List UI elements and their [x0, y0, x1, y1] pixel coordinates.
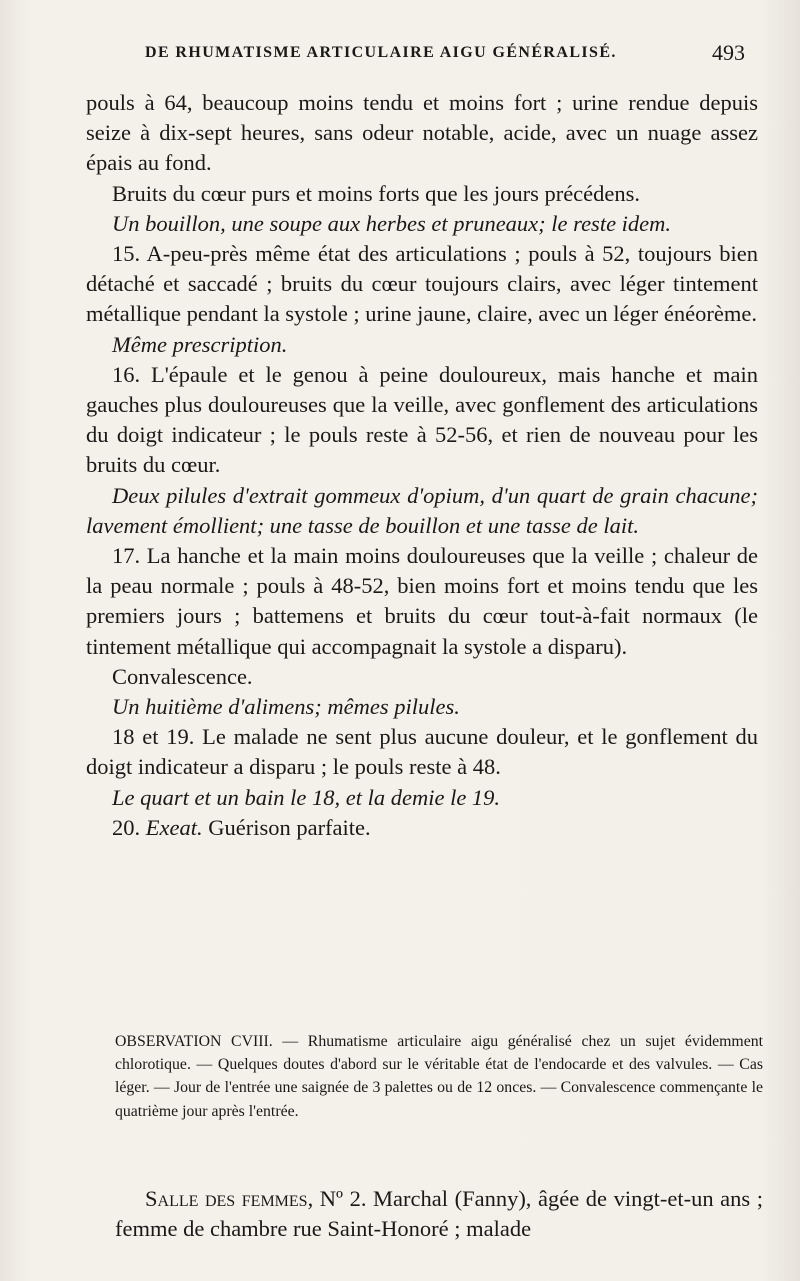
observation-title: OBSERVATION CVIII.: [115, 1033, 273, 1050]
observation-summary: [115, 1030, 763, 1123]
day-number: 20.: [112, 814, 141, 840]
paragraph: 17. La hanche et la main moins douloureuses que la veille ; chaleur de la peau normale ; pouls à 48-52, bien moins fort et moins tendu que les premiers jours ; battemens et bruits du cœur tout-à-fait normaux (le tintement métallique qui accompagnait la systole a disparu).: [86, 543, 758, 659]
page-header: [145, 40, 745, 66]
prescription: Un huitième d'alimens; mêmes pilules.: [112, 694, 460, 720]
prescription: Le quart et un bain le 18, et la demie le 19.: [112, 784, 501, 810]
exeat-word: Exeat.: [145, 814, 203, 840]
prescription: Même prescription.: [112, 331, 288, 357]
page-number: 493: [712, 40, 745, 65]
prescription: Un bouillon, une soupe aux herbes et pruneaux; le reste idem.: [112, 210, 672, 236]
exeat-text: Guérison parfaite.: [208, 814, 371, 840]
paragraph: pouls à 64, beaucoup moins tendu et moins fort ; urine rendue depuis seize à dix-sept heures, sans odeur notable, acide, avec un nuage assez épais au fond.: [86, 90, 758, 176]
running-head: DE RHUMATISME ARTICULAIRE AIGU GÉNÉRALISÉ.: [145, 44, 617, 61]
paragraph-exeat: [86, 813, 758, 843]
paragraph: 15. A-peu-près même état des articulations ; pouls à 52, toujours bien détaché et saccadé ; bruits du cœur toujours clairs, avec léger tintement métallique pendant la systole ; urine jaune, claire, avec un léger énéorème.: [86, 241, 758, 327]
paragraph: 16. L'épaule et le genou à peine douloureux, mais hanche et main gauches plus douloureuses que la veille, avec gonflement des articulations du doigt indicateur ; le pouls reste à 52-56, et rien de nouveau pour les bruits du cœur.: [86, 361, 758, 478]
case-intro-text: , Nº 2. Marchal (Fanny), âgée de vingt-et-un ans ; femme de chambre rue Saint-Honoré ; malade: [115, 1186, 763, 1242]
ward-name: Salle des femmes: [145, 1186, 308, 1211]
paragraph: Bruits du cœur purs et moins forts que les jours précédens.: [112, 180, 641, 206]
paragraph: Convalescence.: [112, 663, 253, 689]
observation-text: — Rhumatisme articulaire aigu généralisé chez un sujet évidemment chlorotique. — Quelques doutes d'abord sur le véritable état de l'endocarde et des valvules. — Cas léger. — Jour de l'entrée une saignée de 3 palettes ou de 12 onces. — Convalescence commençante le quatrième jour après l'entrée.: [115, 1033, 763, 1120]
body-text: [86, 88, 758, 843]
case-intro: [115, 1184, 763, 1244]
paragraph: 18 et 19. Le malade ne sent plus aucune douleur, et le gonflement du doigt indicateur a disparu ; le pouls reste à 48.: [86, 724, 758, 780]
prescription: Deux pilules d'extrait gommeux d'opium, d'un quart de grain chacune; lavement émollient; une tasse de bouillon et une tasse de lait.: [86, 482, 758, 538]
